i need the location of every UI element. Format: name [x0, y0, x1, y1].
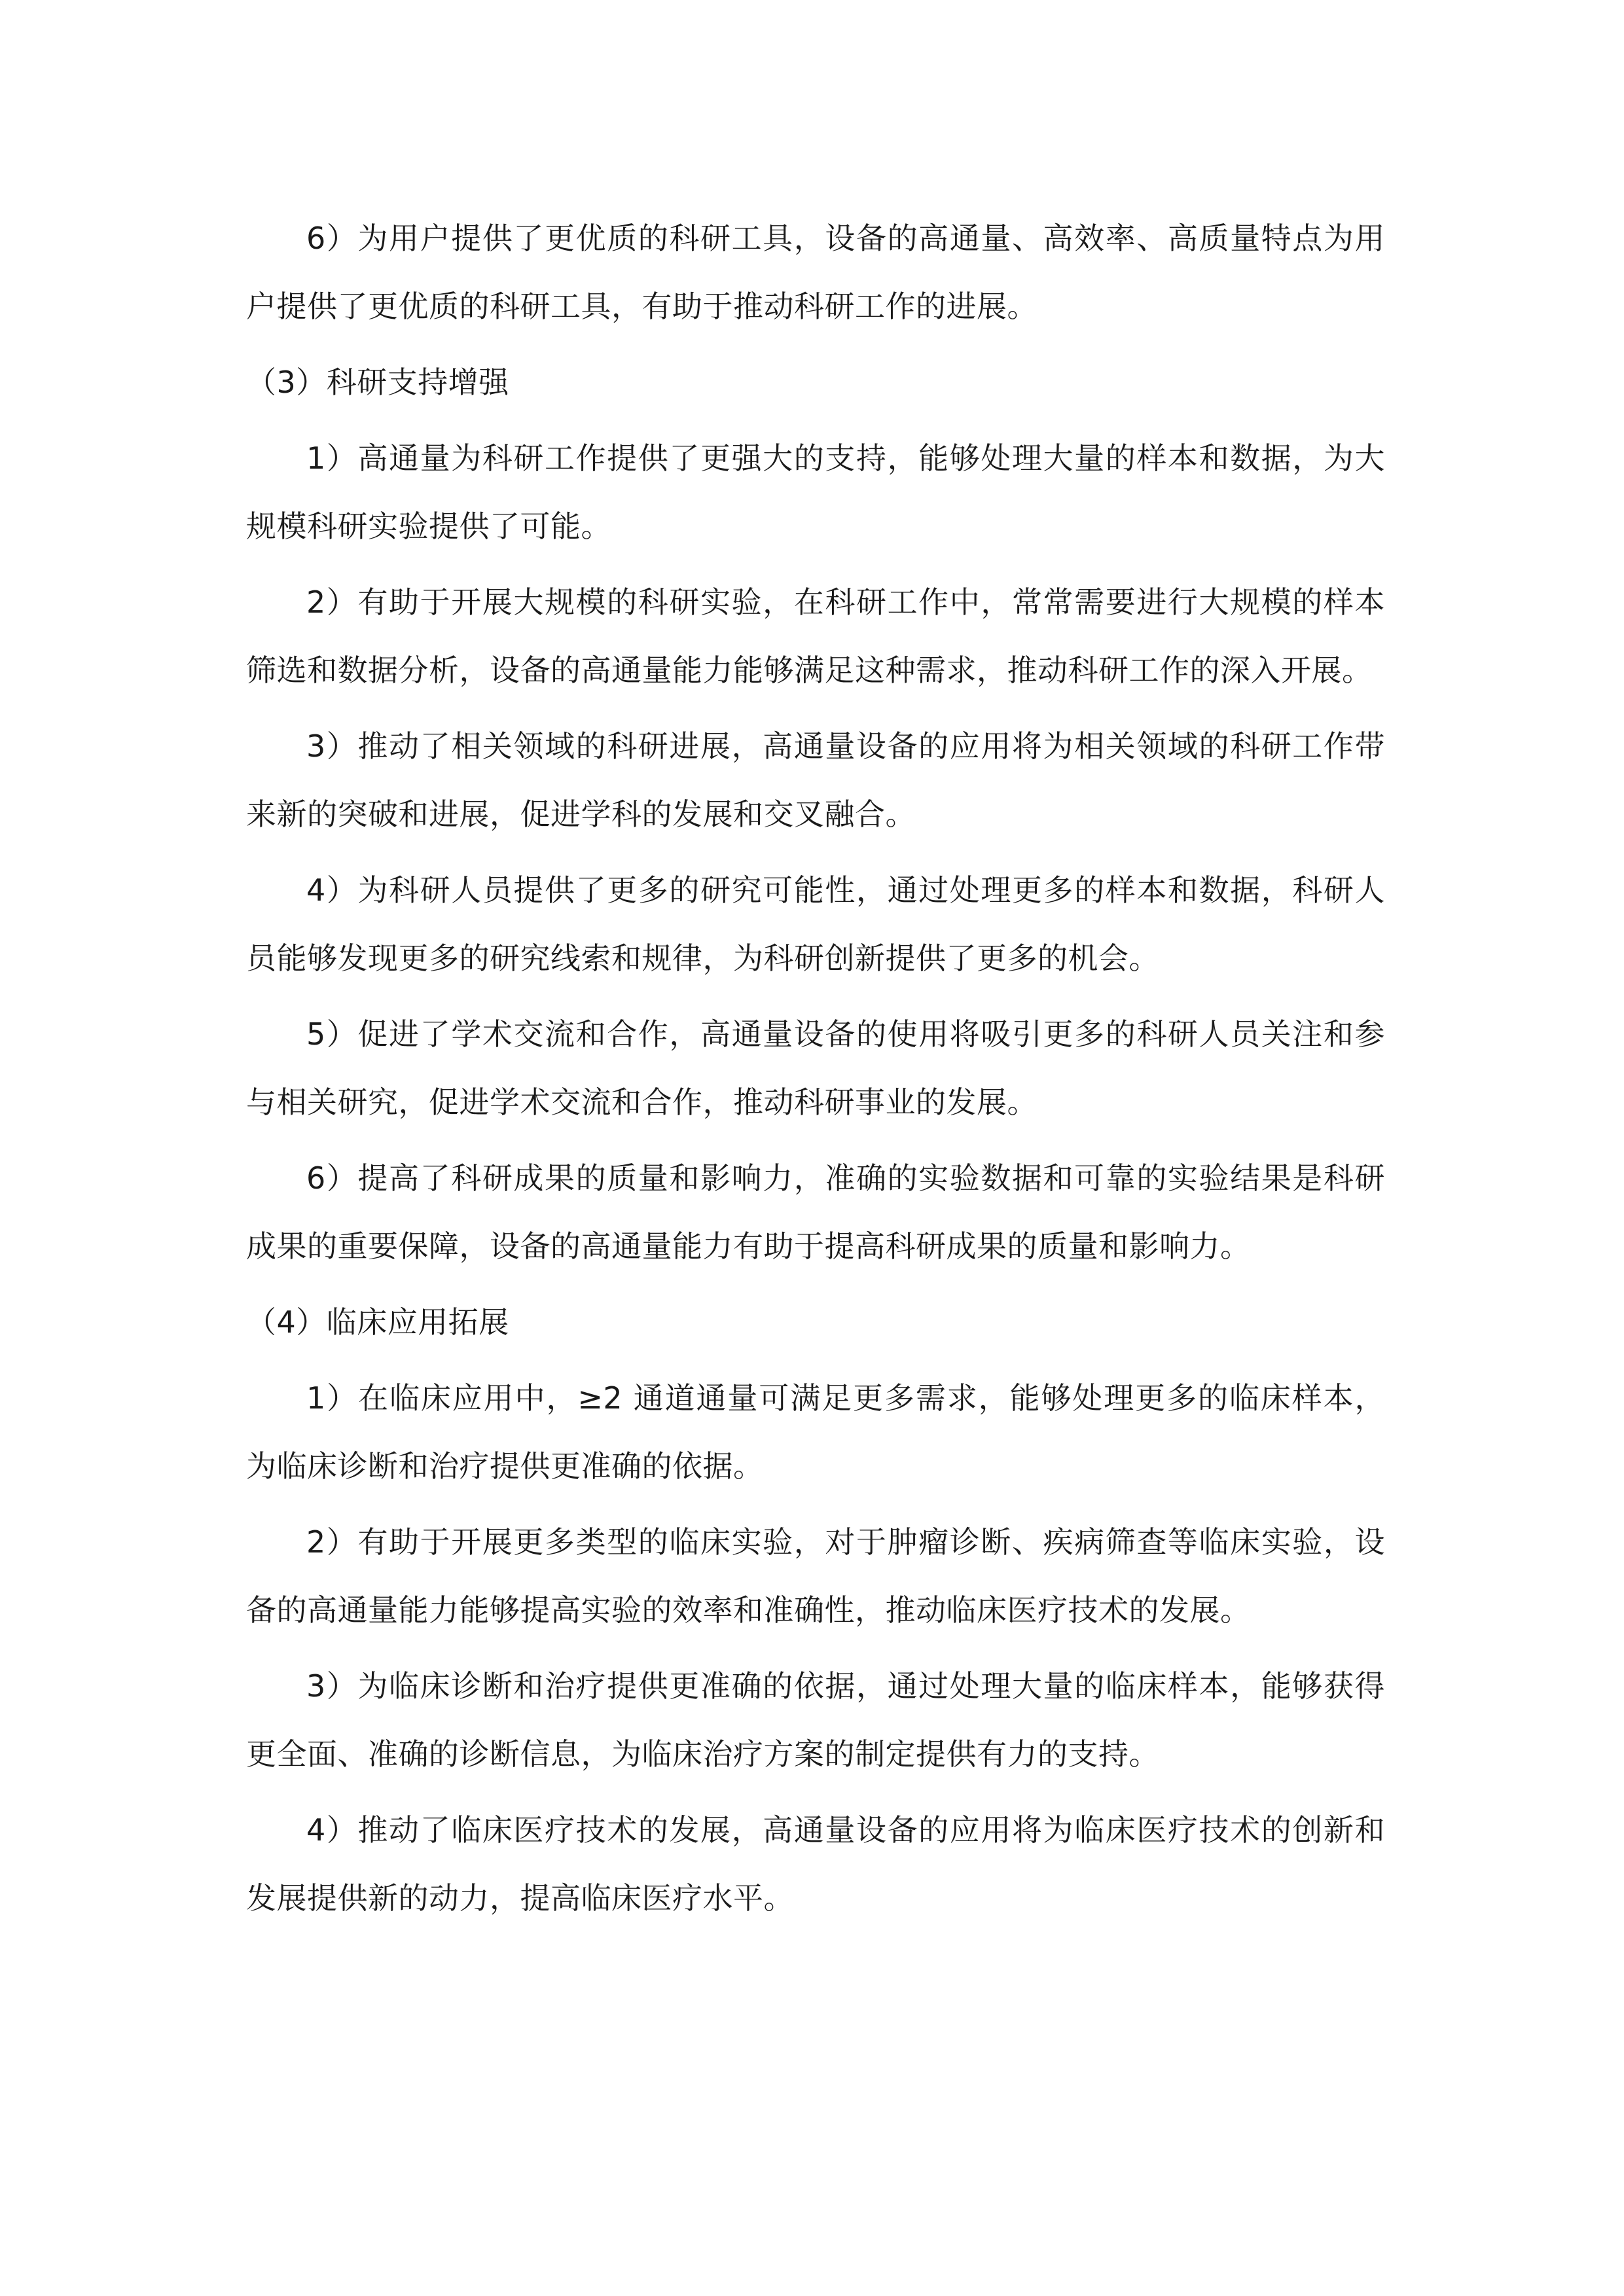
- section-heading-research-support: （3）科研支持增强: [246, 365, 509, 400]
- paragraph-research-support-6: 6）提高了科研成果的质量和影响力，准确的实验数据和可靠的实验结果是科研成果的重要保障，设备的高通量能力有助于提高科研成果的质量和影响力。: [246, 1160, 1385, 1264]
- paragraph-research-support-2: 2）有助于开展大规模的科研实验，在科研工作中，常常需要进行大规模的样本筛选和数据分析，设备的高通量能力能够满足这种需求，推动科研工作的深入开展。: [246, 584, 1385, 688]
- document-body: [246, 204, 1385, 1940]
- paragraph-clinical-1: 1）在临床应用中，≥2 通道通量可满足更多需求，能够处理更多的临床样本，为临床诊断和治疗提供更准确的依据。: [246, 1380, 1385, 1484]
- paragraph-clinical-2: 2）有助于开展更多类型的临床实验，对于肿瘤诊断、疾病筛查等临床实验，设备的高通量能力能够提高实验的效率和准确性，推动临床医疗技术的发展。: [246, 1524, 1385, 1628]
- paragraph-clinical-3: 3）为临床诊断和治疗提供更准确的依据，通过处理大量的临床样本，能够获得更全面、准确的诊断信息，为临床治疗方案的制定提供有力的支持。: [246, 1668, 1385, 1772]
- paragraph-clinical-4: 4）推动了临床医疗技术的发展，高通量设备的应用将为临床医疗技术的创新和发展提供新的动力，提高临床医疗水平。: [246, 1812, 1385, 1916]
- paragraph-research-support-5: 5）促进了学术交流和合作，高通量设备的使用将吸引更多的科研人员关注和参与相关研究，促进学术交流和合作，推动科研事业的发展。: [246, 1016, 1385, 1120]
- paragraph-research-support-1: 1）高通量为科研工作提供了更强大的支持，能够处理大量的样本和数据，为大规模科研实验提供了可能。: [246, 440, 1385, 544]
- paragraph-research-support-4: 4）为科研人员提供了更多的研究可能性，通过处理更多的样本和数据，科研人员能够发现更多的研究线索和规律，为科研创新提供了更多的机会。: [246, 872, 1385, 976]
- section-heading-clinical-expansion: （4）临床应用拓展: [246, 1304, 509, 1340]
- paragraph-research-tools: 6）为用户提供了更优质的科研工具，设备的高通量、高效率、高质量特点为用户提供了更优质的科研工具，有助于推动科研工作的进展。: [246, 221, 1385, 324]
- paragraph-research-support-3: 3）推动了相关领域的科研进展，高通量设备的应用将为相关领域的科研工作带来新的突破和进展，促进学科的发展和交叉融合。: [246, 728, 1385, 832]
